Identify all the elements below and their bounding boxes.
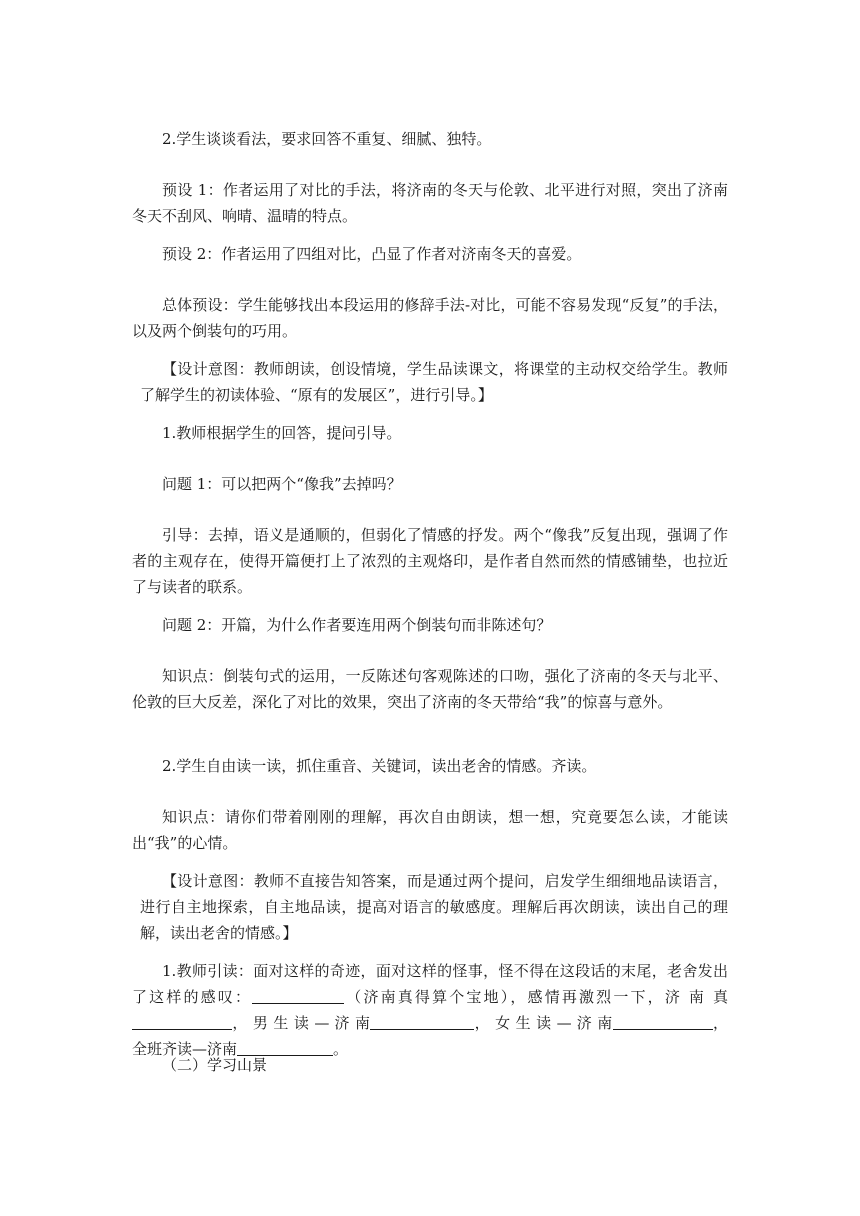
knowledge-point-1: 知识点：倒装句式的运用，一反陈述句客观陈述的口吻，强化了济南的冬天与北平、伦敦的巨大反差，深化了对比的效果，突出了济南的冬天带给“我”的惊喜与意外。 bbox=[132, 667, 728, 711]
paragraph-3: 预设 2：作者运用了四组对比，凸显了作者对济南冬天的喜爱。 bbox=[162, 245, 582, 263]
fill-intro: 1.教师引读：面对这样的奇迹，面对这样的怪事，怪不得在这段话的末尾，老舍发出了这样的感叹： bbox=[132, 962, 728, 1006]
fill-line3-b: 。 bbox=[333, 1040, 349, 1058]
answer-blank-1[interactable] bbox=[252, 987, 344, 1004]
fill-in-paragraph bbox=[132, 958, 728, 1062]
answer-blank-4[interactable] bbox=[613, 1013, 713, 1030]
fill-line3-a: ，全班齐读—济南 bbox=[132, 1014, 728, 1058]
design-intent-2: 【设计意图：教师不直接告知答案，而是通过两个提问，启发学生细细地品读语言，进行自主地探索，自主地品读，提高对语言的敏感度。理解后再次朗读，读出自己的理解，读出老舍的情感。】 bbox=[140, 872, 728, 942]
answer-blank-2[interactable] bbox=[132, 1013, 232, 1030]
fill-hint: （济南真得算个宝地），感情再激烈一下， bbox=[344, 988, 665, 1006]
design-intent-1: 【设计意图：教师朗读，创设情境，学生品读课文，将课堂的主动权交给学生。教师了解学生的初读体验、“原有的发展区”，进行引导。】 bbox=[140, 360, 728, 404]
fill-line2-c: ， 女 生 读 — 济 南 bbox=[474, 1014, 613, 1032]
guidance-1: 引导：去掉，语义是通顺的，但弱化了情感的抒发。两个“像我”反复出现，强调了作者的主观存在，使得开篇便打上了浓烈的主观烙印，是作者自然而然的情感铺垫，也拉近了与读者的联系。 bbox=[132, 526, 728, 596]
paragraph-6: 1.教师根据学生的回答，提问引导。 bbox=[162, 424, 402, 442]
fill-line2-b: ， 男 生 读 — 济 南 bbox=[232, 1014, 371, 1032]
question-2: 问题 2：开篇，为什么作者要连用两个倒装句而非陈述句？ bbox=[162, 616, 552, 634]
paragraph-4: 总体预设：学生能够找出本段运用的修辞手法-对比，可能不容易发现“反复”的手法，以及两个倒装句的巧用。 bbox=[132, 296, 728, 340]
paragraph-2: 预设 1：作者运用了对比的手法，将济南的冬天与伦敦、北平进行对照，突出了济南冬天不刮风、响晴、温晴的特点。 bbox=[132, 181, 728, 225]
question-1: 问题 1：可以把两个“像我”去掉吗？ bbox=[162, 475, 402, 493]
answer-blank-3[interactable] bbox=[370, 1013, 474, 1030]
section-heading: （二）学习山景 bbox=[162, 1056, 268, 1074]
paragraph-11: 2.学生自由读一读，抓住重音、关键词，读出老舍的情感。齐读。 bbox=[162, 757, 597, 775]
paragraph-1: 2.学生谈谈看法，要求回答不重复、细腻、独特。 bbox=[162, 130, 492, 148]
knowledge-point-2: 知识点：请你们带着刚刚的理解，再次自由朗读，想一想，究竟要怎么读，才能读出“我”的心情。 bbox=[132, 808, 728, 852]
fill-line2-a: 济 南 真 bbox=[664, 988, 728, 1006]
